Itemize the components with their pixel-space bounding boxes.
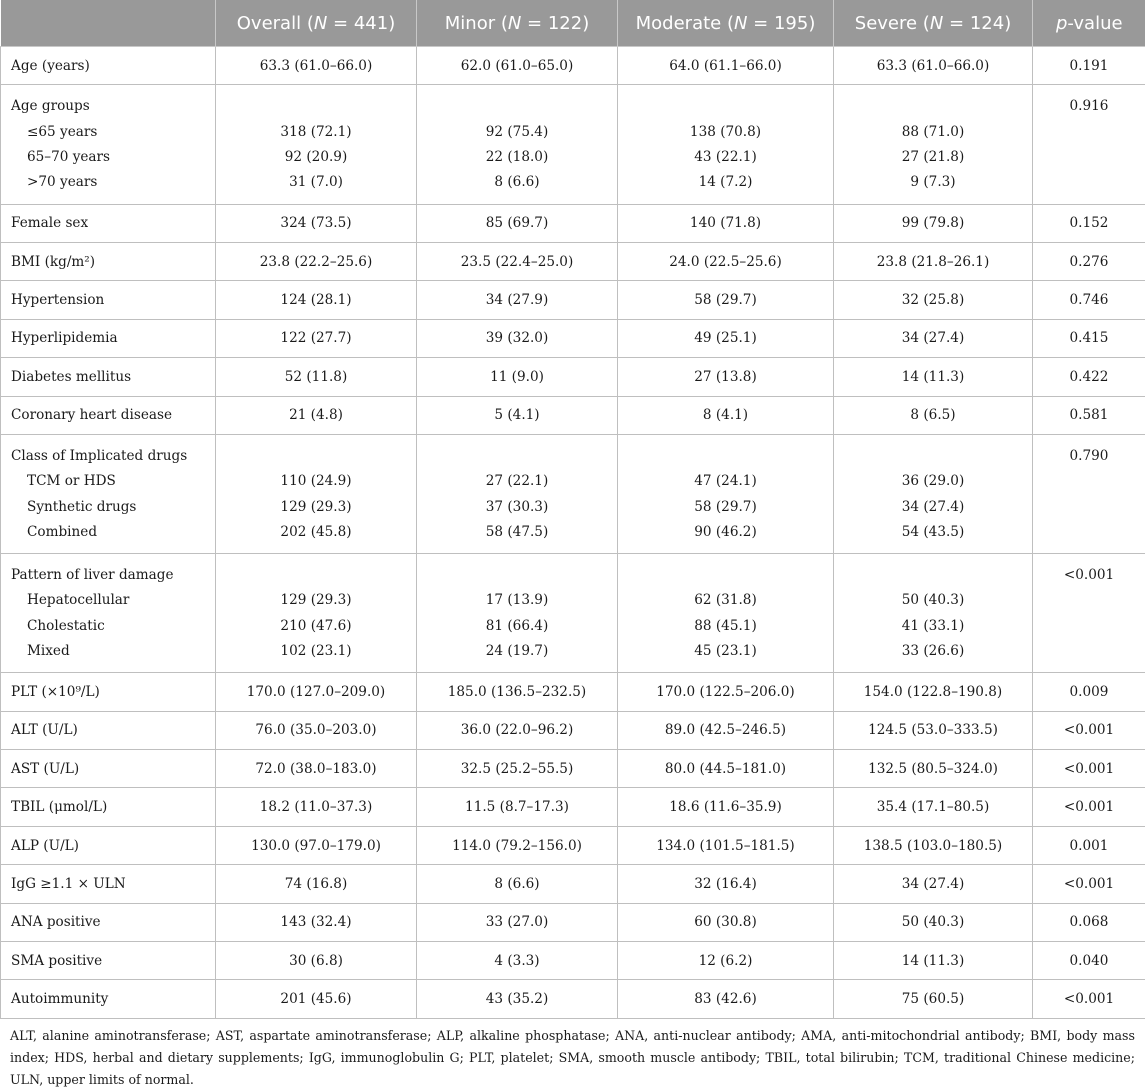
group-cell-minor [417, 434, 618, 553]
table-row [1, 85, 1145, 204]
subgroup-label: Combined [11, 520, 209, 545]
subgroup-value: 27 (22.1) [423, 469, 611, 494]
cell-severe: 124.5 (53.0–333.5) [834, 711, 1033, 749]
group-p-value: <0.001 [1039, 563, 1139, 588]
table-row [1, 788, 1145, 826]
table-footnote: ALT, alanine aminotransferase; AST, aspartate aminotransferase; ALP, alkaline phosphatase; ANA, anti-nuclear antibody; AMA, anti-mitochondrial antibody; BMI, body mass index; HDS, herbal and dietary supplements; IgG, immunoglobulin G; PLT, platelet; SMA, smooth muscle antibody; TBIL, total bilirubin; TCM, traditional Chinese medicine; ULN, upper limits of normal. [0, 1019, 1145, 1091]
row-label: AST (U/L) [1, 750, 216, 788]
cell-moderate: 170.0 (122.5–206.0) [618, 673, 834, 711]
cell-moderate: 58 (29.7) [618, 281, 834, 319]
cell-severe: 34 (27.4) [834, 319, 1033, 357]
cell-p-value [1033, 554, 1145, 673]
subgroup-label: Mixed [11, 639, 209, 664]
spacer [840, 444, 1026, 469]
subgroup-label: Synthetic drugs [11, 495, 209, 520]
table-row [1, 47, 1145, 85]
group-cell-moderate [618, 85, 834, 204]
cell-minor: 114.0 (79.2–156.0) [417, 826, 618, 864]
subgroup-value: 37 (30.3) [423, 495, 611, 520]
row-label: Female sex [1, 204, 216, 242]
row-label: Hypertension [1, 281, 216, 319]
cell-moderate: 140 (71.8) [618, 204, 834, 242]
cell-p-value: 0.152 [1033, 204, 1145, 242]
subgroup-value: 138 (70.8) [624, 120, 827, 145]
cell-minor: 11.5 (8.7–17.3) [417, 788, 618, 826]
group-p-value: 0.790 [1039, 444, 1139, 469]
cell-overall: 18.2 (11.0–37.3) [216, 788, 417, 826]
group-cell-overall [216, 554, 417, 673]
cell-moderate: 8 (4.1) [618, 396, 834, 434]
table-row [1, 865, 1145, 903]
cell-overall: 52 (11.8) [216, 358, 417, 396]
subgroup-value: 34 (27.4) [840, 495, 1026, 520]
cell-p-value: <0.001 [1033, 980, 1145, 1018]
spacer [222, 563, 410, 588]
spacer [222, 444, 410, 469]
header-severe: Severe (N = 124) [834, 0, 1033, 47]
subgroup-value: 31 (7.0) [222, 170, 410, 195]
row-label: Coronary heart disease [1, 396, 216, 434]
cell-severe: 138.5 (103.0–180.5) [834, 826, 1033, 864]
cell-moderate: 60 (30.8) [618, 903, 834, 941]
subgroup-value: 43 (22.1) [624, 145, 827, 170]
row-label: Autoimmunity [1, 980, 216, 1018]
row-label: SMA positive [1, 942, 216, 980]
subgroup-value: 8 (6.6) [423, 170, 611, 195]
cell-minor: 85 (69.7) [417, 204, 618, 242]
subgroup-label: Cholestatic [11, 614, 209, 639]
cell-severe: 50 (40.3) [834, 903, 1033, 941]
table-row [1, 942, 1145, 980]
cell-p-value [1033, 434, 1145, 553]
subgroup-value: 62 (31.8) [624, 588, 827, 613]
cell-p-value: <0.001 [1033, 711, 1145, 749]
cell-severe: 132.5 (80.5–324.0) [834, 750, 1033, 788]
cell-minor: 33 (27.0) [417, 903, 618, 941]
spacer [840, 94, 1026, 119]
cell-moderate: 64.0 (61.1–66.0) [618, 47, 834, 85]
spacer [840, 563, 1026, 588]
cell-moderate: 12 (6.2) [618, 942, 834, 980]
group-cell-overall [216, 85, 417, 204]
table-row [1, 358, 1145, 396]
group-label-cell [1, 85, 216, 204]
cell-severe: 63.3 (61.0–66.0) [834, 47, 1033, 85]
subgroup-value: 58 (47.5) [423, 520, 611, 545]
cell-severe: 8 (6.5) [834, 396, 1033, 434]
cell-overall: 21 (4.8) [216, 396, 417, 434]
subgroup-value: 33 (26.6) [840, 639, 1026, 664]
cell-p-value: 0.040 [1033, 942, 1145, 980]
row-label: IgG ≥1.1 × ULN [1, 865, 216, 903]
header-p-value: p-value [1033, 0, 1145, 47]
row-label: Age (years) [1, 47, 216, 85]
group-cell-overall [216, 434, 417, 553]
subgroup-value: 14 (7.2) [624, 170, 827, 195]
spacer [423, 444, 611, 469]
cell-moderate: 80.0 (44.5–181.0) [618, 750, 834, 788]
cell-overall: 201 (45.6) [216, 980, 417, 1018]
cell-severe: 99 (79.8) [834, 204, 1033, 242]
cell-overall: 63.3 (61.0–66.0) [216, 47, 417, 85]
table-row [1, 281, 1145, 319]
subgroup-value: 202 (45.8) [222, 520, 410, 545]
row-label: Hyperlipidemia [1, 319, 216, 357]
row-label: TBIL (μmol/L) [1, 788, 216, 826]
group-p-value: 0.916 [1039, 94, 1139, 119]
cell-p-value: 0.068 [1033, 903, 1145, 941]
table-row [1, 673, 1145, 711]
spacer [423, 563, 611, 588]
subgroup-value: 88 (45.1) [624, 614, 827, 639]
cell-severe: 35.4 (17.1–80.5) [834, 788, 1033, 826]
subgroup-value: 129 (29.3) [222, 588, 410, 613]
cell-p-value: <0.001 [1033, 750, 1145, 788]
cell-minor: 62.0 (61.0–65.0) [417, 47, 618, 85]
subgroup-value: 90 (46.2) [624, 520, 827, 545]
cell-overall: 170.0 (127.0–209.0) [216, 673, 417, 711]
group-cell-minor [417, 85, 618, 204]
cell-p-value: 0.001 [1033, 826, 1145, 864]
spacer [423, 94, 611, 119]
cell-p-value: 0.009 [1033, 673, 1145, 711]
subgroup-label: >70 years [11, 170, 209, 195]
subgroup-label: 65–70 years [11, 145, 209, 170]
cell-p-value: 0.415 [1033, 319, 1145, 357]
group-label-cell [1, 434, 216, 553]
group-cell-moderate [618, 434, 834, 553]
cell-minor: 34 (27.9) [417, 281, 618, 319]
row-label: ANA positive [1, 903, 216, 941]
subgroup-value: 17 (13.9) [423, 588, 611, 613]
subgroup-value: 81 (66.4) [423, 614, 611, 639]
cell-minor: 32.5 (25.2–55.5) [417, 750, 618, 788]
cell-severe: 14 (11.3) [834, 358, 1033, 396]
cell-overall: 23.8 (22.2–25.6) [216, 242, 417, 280]
cell-minor: 23.5 (22.4–25.0) [417, 242, 618, 280]
spacer [624, 94, 827, 119]
table-row [1, 750, 1145, 788]
cell-minor: 5 (4.1) [417, 396, 618, 434]
cell-minor: 39 (32.0) [417, 319, 618, 357]
subgroup-value: 27 (21.8) [840, 145, 1026, 170]
cell-minor: 11 (9.0) [417, 358, 618, 396]
table-row [1, 980, 1145, 1018]
subgroup-value: 41 (33.1) [840, 614, 1026, 639]
cell-severe: 23.8 (21.8–26.1) [834, 242, 1033, 280]
row-label: ALT (U/L) [1, 711, 216, 749]
table-row [1, 711, 1145, 749]
table-body [1, 47, 1145, 1019]
row-label: PLT (×10⁹/L) [1, 673, 216, 711]
subgroup-value: 36 (29.0) [840, 469, 1026, 494]
header-label [1, 0, 216, 47]
cell-moderate: 24.0 (22.5–25.6) [618, 242, 834, 280]
row-label: Diabetes mellitus [1, 358, 216, 396]
row-label: BMI (kg/m²) [1, 242, 216, 280]
cell-p-value: 0.581 [1033, 396, 1145, 434]
subgroup-value: 9 (7.3) [840, 170, 1026, 195]
subgroup-value: 102 (23.1) [222, 639, 410, 664]
cell-moderate: 18.6 (11.6–35.9) [618, 788, 834, 826]
table-row [1, 204, 1145, 242]
table-row [1, 826, 1145, 864]
cell-p-value: 0.276 [1033, 242, 1145, 280]
group-label: Age groups [11, 94, 209, 119]
cell-overall: 76.0 (35.0–203.0) [216, 711, 417, 749]
cell-overall: 324 (73.5) [216, 204, 417, 242]
group-cell-severe [834, 434, 1033, 553]
group-cell-minor [417, 554, 618, 673]
cell-overall: 74 (16.8) [216, 865, 417, 903]
group-label: Class of Implicated drugs [11, 444, 209, 469]
cell-overall: 124 (28.1) [216, 281, 417, 319]
subgroup-value: 129 (29.3) [222, 495, 410, 520]
table-row [1, 242, 1145, 280]
table-row [1, 903, 1145, 941]
table-row [1, 554, 1145, 673]
subgroup-value: 92 (75.4) [423, 120, 611, 145]
cell-overall: 30 (6.8) [216, 942, 417, 980]
header-row [1, 0, 1145, 47]
header-overall: Overall (N = 441) [216, 0, 417, 47]
cell-minor: 36.0 (22.0–96.2) [417, 711, 618, 749]
cell-overall: 143 (32.4) [216, 903, 417, 941]
cell-minor: 185.0 (136.5–232.5) [417, 673, 618, 711]
cell-moderate: 49 (25.1) [618, 319, 834, 357]
cell-severe: 75 (60.5) [834, 980, 1033, 1018]
table-row [1, 319, 1145, 357]
cell-severe: 154.0 (122.8–190.8) [834, 673, 1033, 711]
cell-severe: 32 (25.8) [834, 281, 1033, 319]
cell-moderate: 134.0 (101.5–181.5) [618, 826, 834, 864]
cell-overall: 72.0 (38.0–183.0) [216, 750, 417, 788]
cell-moderate: 89.0 (42.5–246.5) [618, 711, 834, 749]
table-row [1, 434, 1145, 553]
cell-p-value: 0.191 [1033, 47, 1145, 85]
cell-p-value: 0.746 [1033, 281, 1145, 319]
cell-moderate: 32 (16.4) [618, 865, 834, 903]
header-moderate: Moderate (N = 195) [618, 0, 834, 47]
cell-severe: 14 (11.3) [834, 942, 1033, 980]
subgroup-value: 92 (20.9) [222, 145, 410, 170]
cell-moderate: 83 (42.6) [618, 980, 834, 1018]
spacer [624, 444, 827, 469]
group-cell-severe [834, 85, 1033, 204]
spacer [624, 563, 827, 588]
cell-p-value: <0.001 [1033, 865, 1145, 903]
group-cell-severe [834, 554, 1033, 673]
subgroup-value: 58 (29.7) [624, 495, 827, 520]
subgroup-value: 210 (47.6) [222, 614, 410, 639]
spacer [222, 94, 410, 119]
row-label: ALP (U/L) [1, 826, 216, 864]
subgroup-value: 54 (43.5) [840, 520, 1026, 545]
cell-severe: 34 (27.4) [834, 865, 1033, 903]
group-cell-moderate [618, 554, 834, 673]
subgroup-label: TCM or HDS [11, 469, 209, 494]
cell-p-value: <0.001 [1033, 788, 1145, 826]
group-label: Pattern of liver damage [11, 563, 209, 588]
cell-minor: 4 (3.3) [417, 942, 618, 980]
subgroup-value: 47 (24.1) [624, 469, 827, 494]
table-row [1, 396, 1145, 434]
cell-moderate: 27 (13.8) [618, 358, 834, 396]
subgroup-value: 318 (72.1) [222, 120, 410, 145]
group-label-cell [1, 554, 216, 673]
cell-p-value: 0.422 [1033, 358, 1145, 396]
subgroup-value: 24 (19.7) [423, 639, 611, 664]
subgroup-value: 22 (18.0) [423, 145, 611, 170]
subgroup-value: 110 (24.9) [222, 469, 410, 494]
subgroup-label: ≤65 years [11, 120, 209, 145]
subgroup-value: 88 (71.0) [840, 120, 1026, 145]
subgroup-value: 45 (23.1) [624, 639, 827, 664]
subgroup-label: Hepatocellular [11, 588, 209, 613]
header-minor: Minor (N = 122) [417, 0, 618, 47]
cell-minor: 43 (35.2) [417, 980, 618, 1018]
cell-p-value [1033, 85, 1145, 204]
cell-overall: 122 (27.7) [216, 319, 417, 357]
subgroup-value: 50 (40.3) [840, 588, 1026, 613]
cell-overall: 130.0 (97.0–179.0) [216, 826, 417, 864]
cell-minor: 8 (6.6) [417, 865, 618, 903]
